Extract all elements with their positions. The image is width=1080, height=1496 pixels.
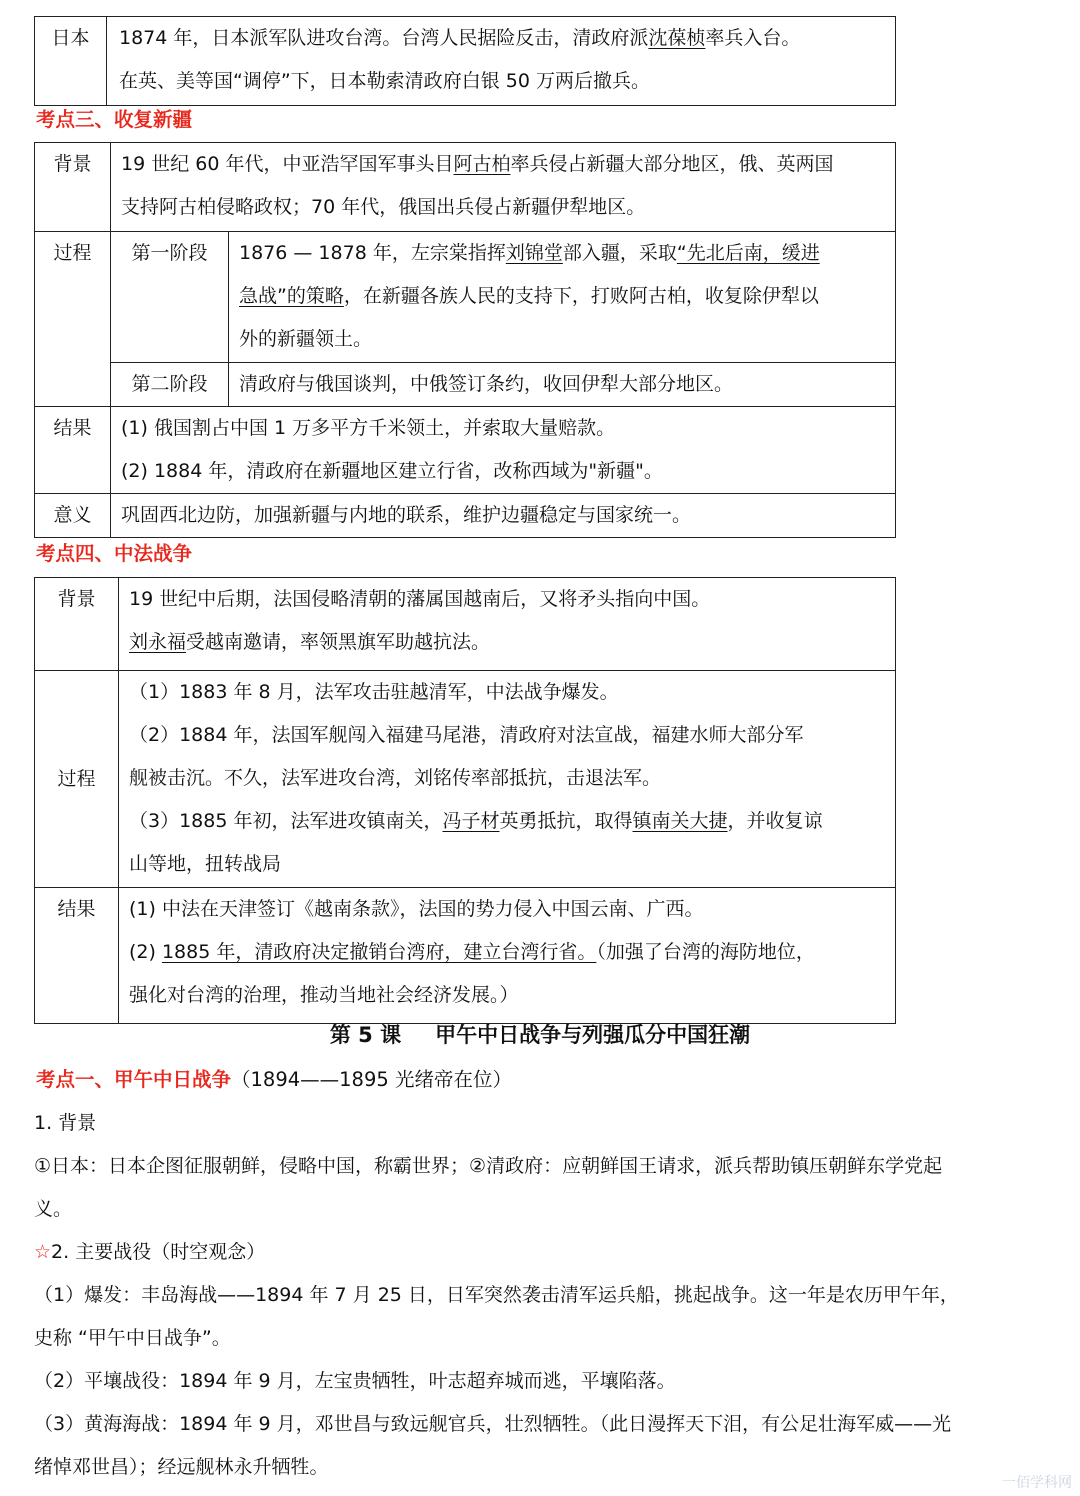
battle-1-line-2: 史称 “甲午中日战争”。 bbox=[34, 1327, 231, 1349]
table-row bbox=[35, 494, 896, 538]
text-line bbox=[239, 232, 895, 275]
table-row bbox=[35, 363, 896, 407]
text-segment: (1) 中法在天津签订《越南条款》，法国的势力侵入中国云南、广西。 bbox=[129, 898, 704, 920]
battles-title-text: 2. 主要战役（时空观念） bbox=[51, 1241, 266, 1263]
battle-1-line-1: （1）爆发：丰岛海战——1894 年 7 月 25 日，日军突然袭击清军运兵船，挑起战争。这一年是农历甲午年， bbox=[34, 1284, 959, 1306]
text-line bbox=[129, 621, 895, 664]
text-segment: （1）1883 年 8 月，法军攻击驻越清军，中法战争爆发。 bbox=[129, 681, 619, 703]
row-label: 结果 bbox=[35, 888, 119, 1024]
lesson-name: 甲午中日战争与列强瓜分中国狂潮 bbox=[435, 1023, 751, 1047]
text-segment: 1874 年，日本派军队进攻台湾。台湾人民据险反击，清政府派 bbox=[119, 27, 649, 49]
text-segment: 外的新疆领土。 bbox=[239, 328, 373, 350]
row-content bbox=[119, 671, 896, 888]
table-row bbox=[35, 17, 896, 106]
text-line bbox=[129, 843, 895, 886]
text-line bbox=[129, 757, 895, 800]
row-label: 过程 bbox=[35, 232, 111, 407]
japan-taiwan-table bbox=[34, 16, 896, 106]
table-row bbox=[35, 143, 896, 232]
underlined-term: 沈葆桢 bbox=[648, 27, 706, 49]
table-row bbox=[35, 232, 896, 363]
text-line bbox=[129, 888, 895, 931]
sino-french-table bbox=[34, 577, 896, 1024]
text-segment: (1) 俄国割占中国 1 万多平方千米领土，并索取大量赔款。 bbox=[121, 417, 616, 439]
row-label: 背景 bbox=[35, 578, 119, 671]
underlined-term: 阿古柏 bbox=[453, 153, 511, 175]
row-content bbox=[119, 888, 896, 1024]
stage-label: 第一阶段 bbox=[111, 232, 229, 363]
table-row bbox=[35, 888, 896, 1024]
text-segment: （加强了台湾的海防地位， bbox=[596, 941, 815, 963]
text-segment: 1876 — 1878 年，左宗棠指挥 bbox=[239, 242, 506, 264]
text-segment: (2) bbox=[129, 941, 162, 963]
text-segment: 部入疆，采取 bbox=[562, 242, 677, 264]
xinjiang-table bbox=[34, 142, 896, 538]
text-line bbox=[129, 931, 895, 974]
battle-2: （2）平壤战役：1894 年 9 月，左宝贵牺牲，叶志超弃城而逃，平壤陷落。 bbox=[34, 1370, 676, 1392]
row-content bbox=[119, 578, 896, 671]
text-segment: 强化对台湾的治理，推动当地社会经济发展。） bbox=[129, 984, 519, 1006]
lesson-title bbox=[0, 1014, 1080, 1056]
text-line bbox=[119, 60, 895, 103]
text-segment: 19 世纪 60 年代，中亚浩罕国军事头目 bbox=[121, 153, 454, 175]
text-line bbox=[129, 578, 895, 621]
stage-content bbox=[229, 363, 896, 407]
lesson-number: 第 5 课 bbox=[329, 1023, 402, 1047]
row-content bbox=[111, 407, 896, 494]
underlined-term: 1885 年，清政府决定撤销台湾府，建立台湾行省。 bbox=[161, 941, 597, 963]
underlined-term: 急战”的策略 bbox=[239, 285, 344, 307]
text-segment: 支持阿古柏侵略政权；70 年代，俄国出兵侵占新疆伊犁地区。 bbox=[121, 196, 646, 218]
text-line bbox=[129, 800, 895, 843]
battles-title bbox=[34, 1231, 265, 1274]
section-heading-xinjiang: 考点三、收复新疆 bbox=[36, 108, 193, 131]
text-line bbox=[121, 407, 895, 450]
text-segment: 受越南邀请，率领黑旗军助越抗法。 bbox=[186, 631, 491, 653]
underlined-term: 镇南关大捷 bbox=[632, 810, 728, 832]
text-line bbox=[129, 974, 895, 1017]
text-segment: 19 世纪中后期，法国侵略清朝的藩属国越南后，又将矛头指向中国。 bbox=[129, 588, 711, 610]
row-label: 过程 bbox=[35, 671, 119, 888]
text-segment: 率兵入台。 bbox=[705, 27, 801, 49]
watermark: 一佰学科网 bbox=[1002, 1475, 1072, 1491]
underlined-term: “先北后南，缓进 bbox=[676, 242, 820, 264]
text-segment: ，在新疆各族人民的支持下，打败阿古柏，收复除伊犁以 bbox=[343, 285, 819, 307]
row-content bbox=[111, 494, 896, 538]
text-segment: ，并收复谅 bbox=[727, 810, 823, 832]
section-heading-sino-french: 考点四、中法战争 bbox=[36, 542, 193, 565]
star-icon: ☆ bbox=[34, 1241, 52, 1263]
text-line bbox=[121, 186, 895, 229]
heading-reign-note: （1894——1895 光绪帝在位） bbox=[231, 1068, 512, 1091]
text-segment: (2) 1884 年，清政府在新疆地区建立行省，改称西域为"新疆"。 bbox=[121, 460, 663, 482]
table-row bbox=[35, 578, 896, 671]
text-line bbox=[239, 275, 895, 318]
stage-content bbox=[229, 232, 896, 363]
row-label: 背景 bbox=[35, 143, 111, 232]
text-segment: 巩固西北边防，加强新疆与内地的联系，维护边疆稳定与国家统一。 bbox=[121, 504, 692, 526]
text-line bbox=[129, 714, 895, 757]
row-label: 日本 bbox=[35, 17, 107, 106]
underlined-term: 刘锦堂 bbox=[505, 242, 563, 264]
text-segment: 在英、美等国“调停”下，日本勒索清政府白银 50 万两后撤兵。 bbox=[119, 70, 650, 92]
battle-3-line-1: （3）黄海海战：1894 年 9 月，邓世昌与致远舰官兵，壮烈牺牲。（此日漫挥天下泪，有公足壮海军威——光 bbox=[34, 1413, 952, 1435]
background-line-1: ①日本：日本企图征服朝鲜，侵略中国，称霸世界；②清政府：应朝鲜国王请求，派兵帮助镇压朝鲜东学党起 bbox=[34, 1155, 943, 1177]
text-segment: （3）1885 年初，法军进攻镇南关， bbox=[129, 810, 443, 832]
section-heading-sino-japanese bbox=[36, 1060, 512, 1100]
text-segment: 清政府与俄国谈判，中俄签订条约，收回伊犁大部分地区。 bbox=[239, 373, 734, 395]
row-label: 结果 bbox=[35, 407, 111, 494]
text-segment: 山等地，扭转战局 bbox=[129, 853, 282, 875]
row-label: 意义 bbox=[35, 494, 111, 538]
underlined-term: 冯子材 bbox=[442, 810, 500, 832]
row-content bbox=[107, 17, 896, 106]
stage-label: 第二阶段 bbox=[111, 363, 229, 407]
text-line bbox=[239, 363, 895, 406]
underlined-term: 刘永福 bbox=[129, 631, 187, 653]
text-line bbox=[239, 318, 895, 361]
text-segment: 率兵侵占新疆大部分地区，俄、英两国 bbox=[510, 153, 834, 175]
background-line-2: 义。 bbox=[34, 1198, 73, 1220]
text-line bbox=[121, 143, 895, 186]
text-line bbox=[121, 450, 895, 493]
text-segment: 英勇抵抗，取得 bbox=[499, 810, 633, 832]
background-title: 1. 背景 bbox=[34, 1112, 97, 1134]
battle-3-line-2: 绪悼邓世昌）；经远舰林永升牺牲。 bbox=[34, 1456, 329, 1478]
row-content bbox=[111, 143, 896, 232]
text-line bbox=[119, 17, 895, 60]
text-line bbox=[121, 494, 895, 537]
heading-red-text: 考点一、甲午中日战争 bbox=[36, 1068, 232, 1091]
text-segment: 舰被击沉。不久，法军进攻台湾，刘铭传率部抵抗，击退法军。 bbox=[129, 767, 662, 789]
table-row bbox=[35, 671, 896, 888]
text-line bbox=[129, 671, 895, 714]
text-segment: （2）1884 年，法国军舰闯入福建马尾港，清政府对法宣战，福建水师大部分军 bbox=[129, 724, 804, 746]
table-row bbox=[35, 407, 896, 494]
